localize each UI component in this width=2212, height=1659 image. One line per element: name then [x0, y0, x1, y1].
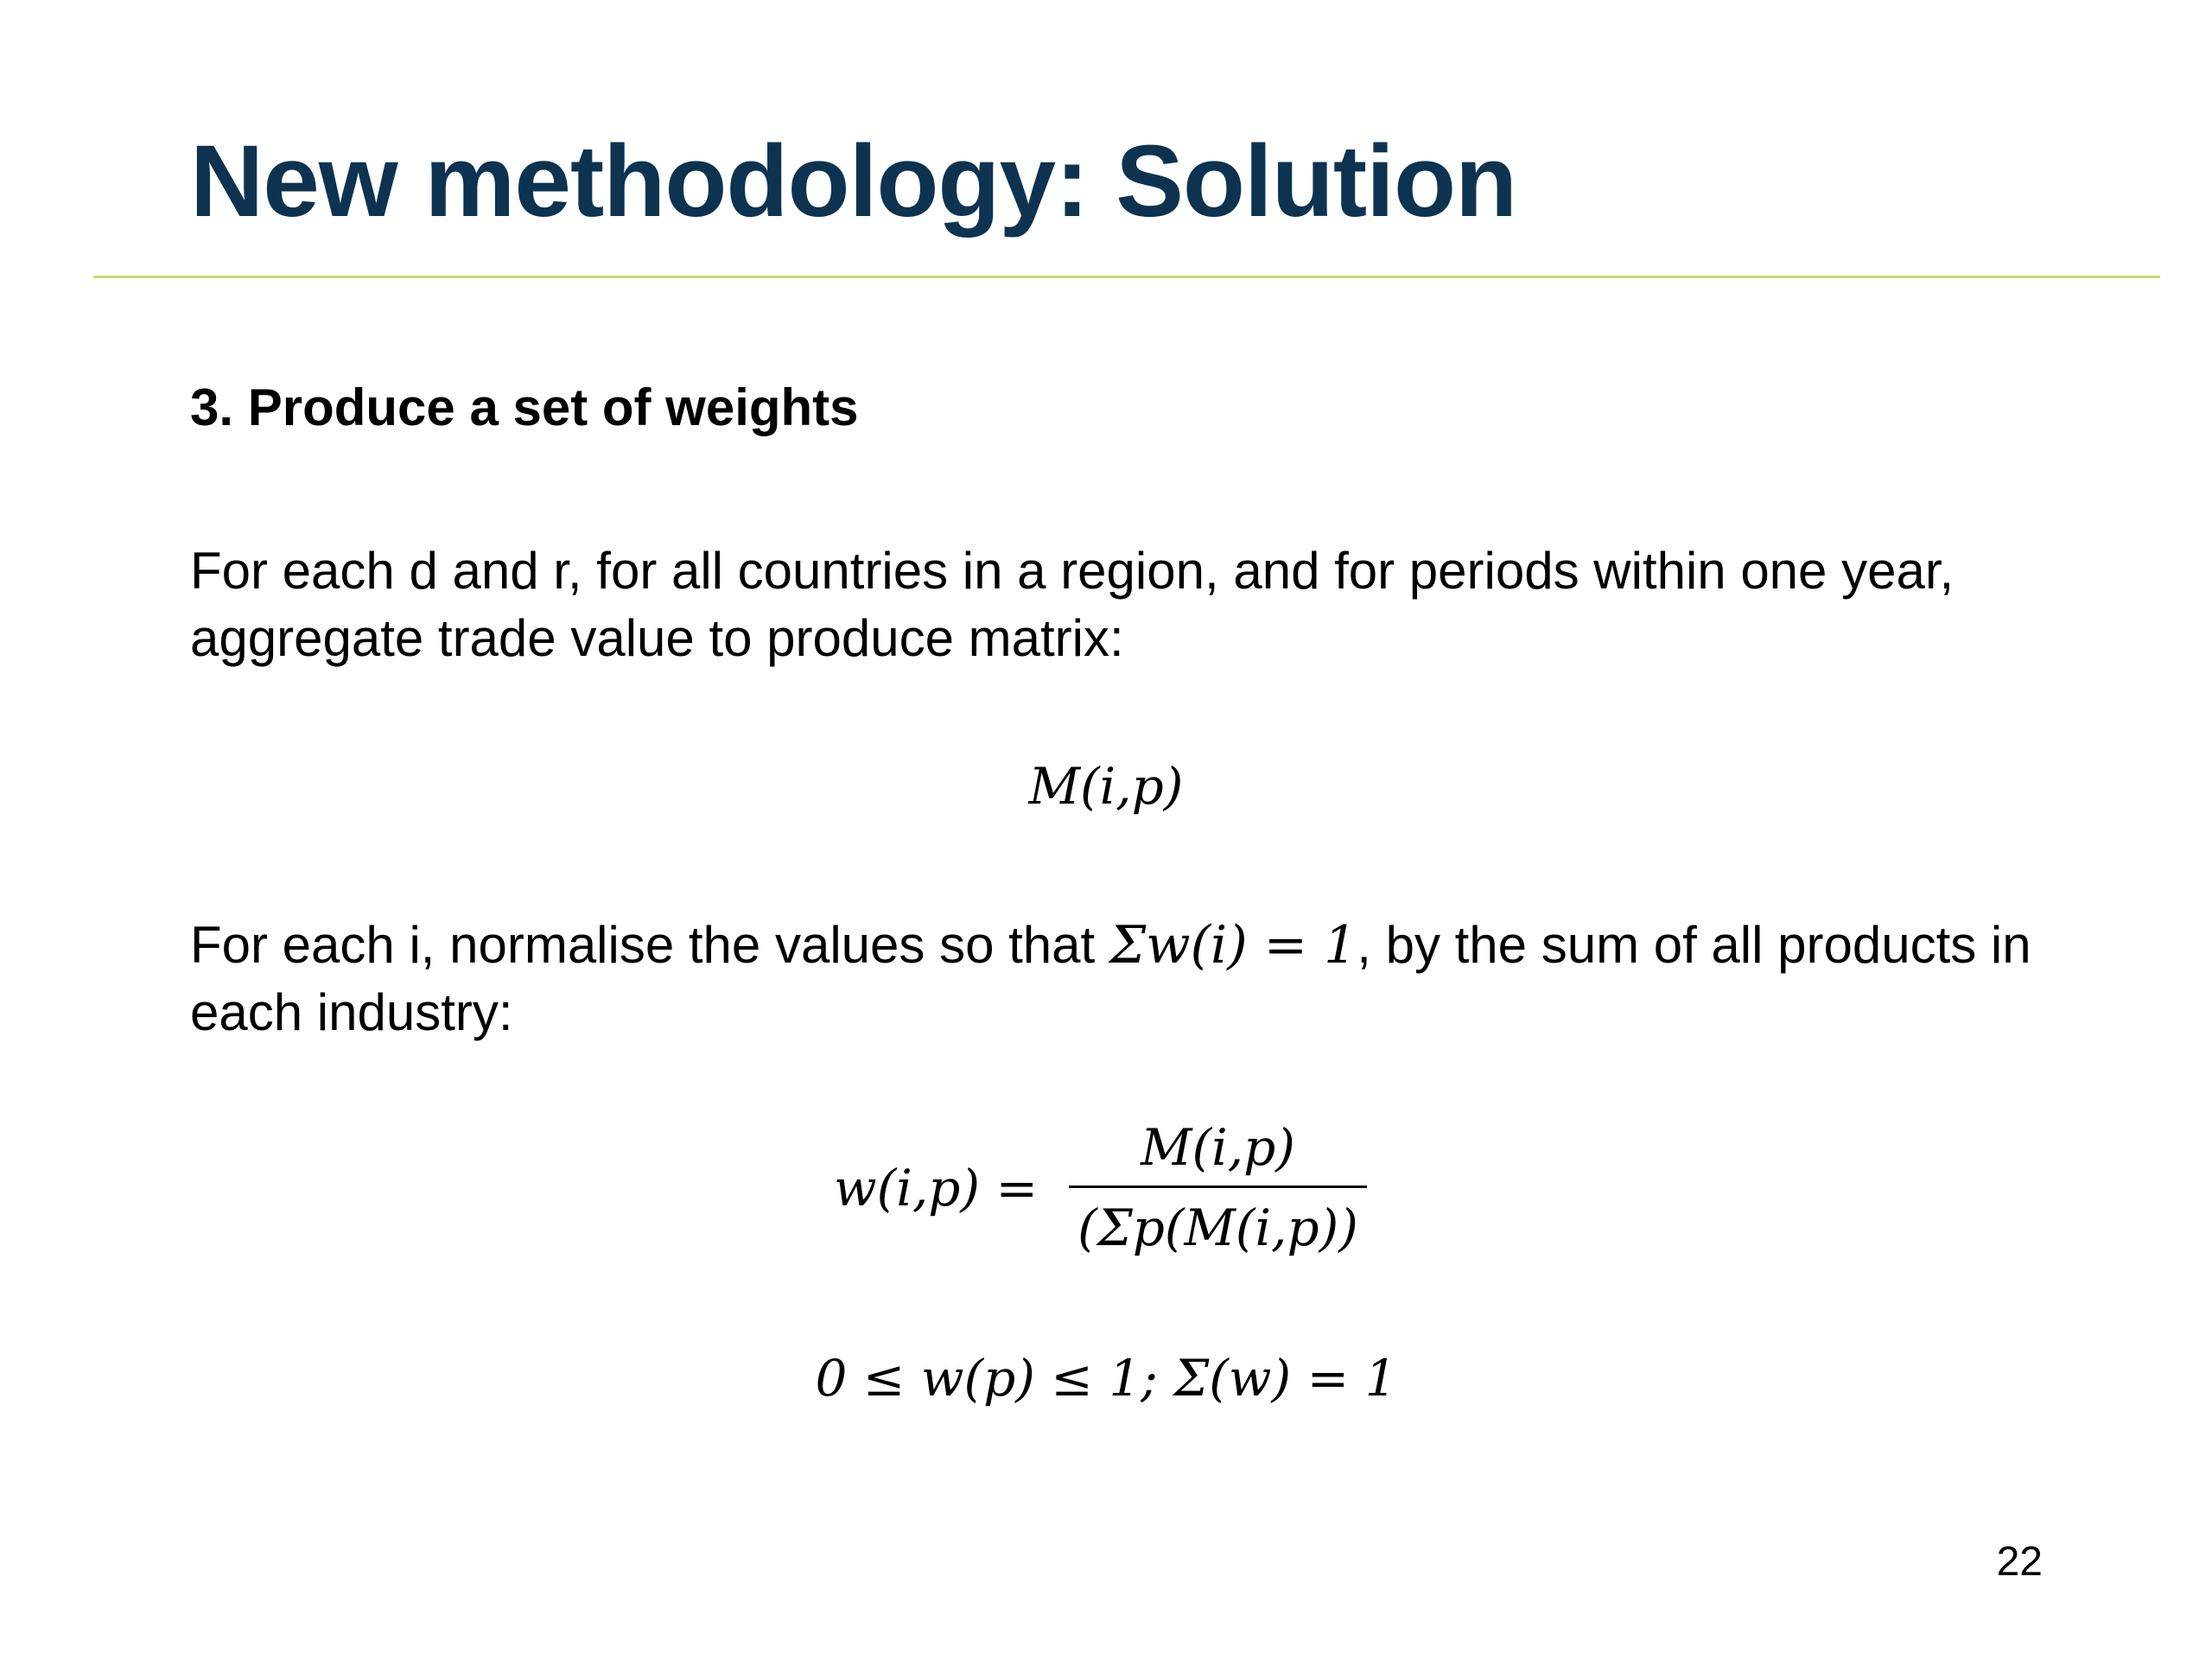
paragraph-normalise-text-before: For each i, normalise the values so that	[190, 916, 1109, 974]
paragraph-normalise-text-after: , by the sum of all products in each industry:	[190, 916, 2031, 1041]
equation-weight-lhs: w(i,p) =	[834, 1158, 1039, 1217]
equation-constraint: 0 ≤ w(p) ≤ 1; Σ(w) = 1	[815, 1349, 1397, 1408]
equation-matrix: M(i,p)	[1028, 757, 1184, 816]
section-heading: 3. Produce a set of weights	[190, 378, 859, 436]
fraction	[1069, 1115, 1367, 1261]
equation-weight	[834, 1115, 1367, 1261]
fraction-denominator: (Σp(M(i,p))	[1077, 1198, 1358, 1257]
fraction-bar	[1069, 1185, 1367, 1188]
paragraph-aggregate: For each d and r, for all countries in a region, and for periods within one year, aggregate trade value to produce matrix:	[190, 542, 1955, 667]
inline-sum-equation: Σw(i) = 1	[1109, 915, 1357, 976]
paragraph-normalise	[190, 912, 2056, 1046]
fraction-numerator: M(i,p)	[1141, 1118, 1295, 1177]
title-divider	[93, 276, 2160, 278]
slide-title: New methodology: Solution	[190, 124, 1517, 238]
page-number: 22	[1996, 1539, 2043, 1585]
